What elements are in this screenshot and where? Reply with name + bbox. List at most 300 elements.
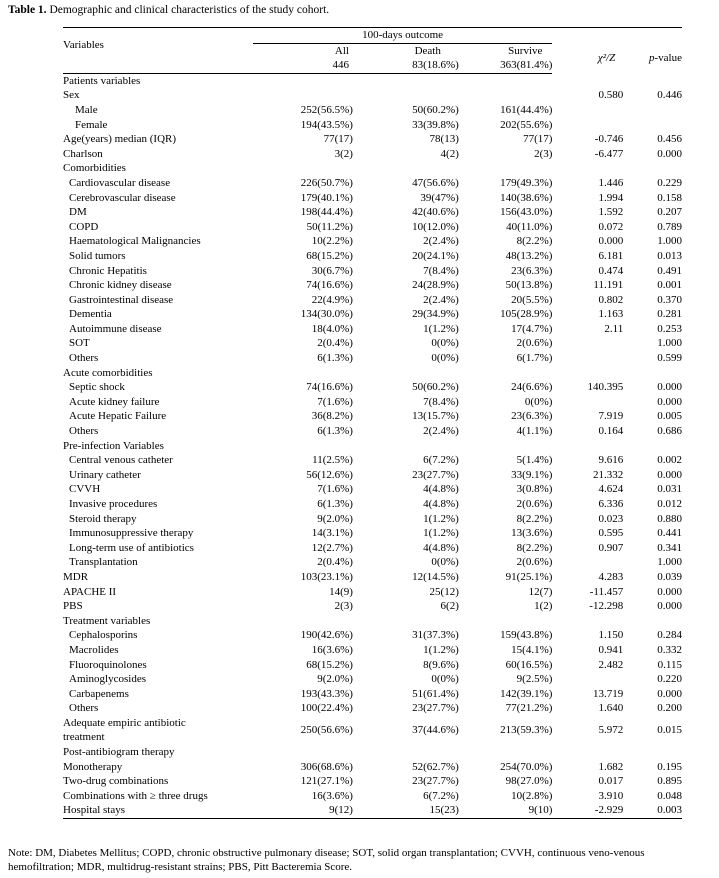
variable-cell: Autoimmune disease bbox=[69, 322, 162, 335]
death-cell: 47(56.6%) bbox=[412, 176, 459, 189]
death-cell: 1(1.2%) bbox=[423, 322, 459, 335]
chi-cell: 0.474 bbox=[598, 264, 624, 277]
table-row bbox=[63, 585, 682, 600]
death-cell: 7(8.4%) bbox=[423, 264, 459, 277]
table-row bbox=[63, 614, 682, 629]
death-cell: 4(4.8%) bbox=[423, 483, 459, 496]
table-row bbox=[63, 628, 682, 643]
all-cell: 7(1.6%) bbox=[317, 395, 353, 408]
survive-cell: 9(10) bbox=[459, 803, 553, 818]
variable-cell: Charlson bbox=[63, 147, 103, 160]
header-variables: Variables bbox=[63, 28, 253, 59]
p-cell: 1.000 bbox=[657, 235, 682, 248]
survive-cell: 105(28.9%) bbox=[500, 308, 553, 321]
table-row bbox=[63, 103, 682, 118]
survive-cell: 50(13.8%) bbox=[505, 279, 553, 292]
survive-cell: 2(0.6%) bbox=[516, 556, 553, 569]
table-row bbox=[63, 570, 682, 585]
p-cell: 0.031 bbox=[657, 483, 682, 496]
all-cell: 190(42.6%) bbox=[300, 629, 353, 642]
table-row bbox=[63, 409, 682, 424]
table-row bbox=[63, 249, 682, 264]
variable-cell: DM bbox=[69, 206, 87, 219]
variable-cell: Cerebrovascular disease bbox=[69, 191, 176, 204]
chi-cell: 0.907 bbox=[598, 541, 624, 554]
table-row bbox=[63, 88, 682, 103]
table-row bbox=[63, 366, 682, 381]
chi-cell: 1.682 bbox=[598, 760, 624, 773]
survive-cell: 3(0.8%) bbox=[516, 483, 553, 496]
variable-cell: Immunosuppressive therapy bbox=[69, 527, 194, 540]
p-cell: 0.446 bbox=[657, 89, 682, 102]
all-cell: 2(3) bbox=[334, 600, 353, 613]
all-cell: 2(0.4%) bbox=[317, 337, 353, 350]
chi-cell: 9.616 bbox=[598, 454, 624, 467]
header-p: p-value bbox=[649, 51, 682, 64]
survive-cell: 23(6.3%) bbox=[511, 410, 553, 423]
variable-cell: APACHE II bbox=[63, 585, 117, 598]
p-cell: 1.000 bbox=[657, 556, 682, 569]
survive-cell: 2(0.6%) bbox=[516, 337, 553, 350]
death-cell: 42(40.6%) bbox=[412, 206, 459, 219]
death-cell: 51(61.4%) bbox=[412, 687, 459, 700]
death-cell: 15(23) bbox=[353, 803, 459, 818]
variable-cell: Two-drug combinations bbox=[63, 775, 169, 788]
table-row bbox=[63, 497, 682, 512]
all-cell: 9(2.0%) bbox=[317, 673, 353, 686]
chi-cell bbox=[552, 439, 623, 454]
survive-cell bbox=[459, 366, 553, 381]
p-cell: 0.000 bbox=[657, 687, 682, 700]
variable-cell: Gastrointestinal disease bbox=[69, 293, 174, 306]
death-cell: 78(13) bbox=[429, 133, 459, 146]
variable-cell: Solid tumors bbox=[69, 249, 126, 262]
chi-cell bbox=[552, 745, 623, 760]
death-cell: 1(1.2%) bbox=[423, 527, 459, 540]
variable-cell: Others bbox=[69, 352, 99, 365]
death-cell: 7(8.4%) bbox=[423, 395, 459, 408]
chi-cell: 140.395 bbox=[587, 381, 624, 394]
survive-cell: 2(0.6%) bbox=[516, 498, 553, 510]
table-row bbox=[63, 526, 682, 541]
survive-cell: 15(4.1%) bbox=[511, 643, 553, 656]
all-cell bbox=[253, 73, 353, 88]
header-row-1 bbox=[63, 28, 682, 44]
p-cell: 0.789 bbox=[657, 220, 682, 233]
variable-cell: Female bbox=[75, 118, 108, 131]
table-row bbox=[63, 351, 682, 366]
death-cell: 50(60.2%) bbox=[412, 381, 459, 394]
table-row bbox=[63, 395, 682, 410]
death-cell bbox=[353, 366, 459, 381]
p-cell: 0.000 bbox=[657, 600, 682, 613]
variable-cell: Cardiovascular disease bbox=[69, 176, 171, 189]
p-cell: 0.341 bbox=[657, 541, 682, 554]
p-cell bbox=[623, 439, 682, 454]
variable-cell: Chronic kidney disease bbox=[69, 279, 172, 292]
survive-cell: 8(2.2%) bbox=[516, 512, 553, 525]
variable-cell: Treatment variables bbox=[63, 614, 151, 627]
header-survive: Survive bbox=[508, 44, 543, 57]
death-cell: 4(4.8%) bbox=[423, 541, 459, 554]
variable-cell: Fluoroquinolones bbox=[69, 658, 147, 671]
p-cell: 0.000 bbox=[657, 381, 682, 394]
all-cell: 252(56.5%) bbox=[300, 103, 353, 116]
p-cell: 0.599 bbox=[657, 352, 682, 365]
variable-cell: Cephalosporins bbox=[69, 629, 138, 642]
table-row bbox=[63, 205, 682, 220]
chi-cell: 1.163 bbox=[598, 308, 624, 321]
chi-cell: 0.164 bbox=[598, 425, 624, 438]
death-cell bbox=[353, 161, 459, 176]
variable-cell: Post-antibiogram therapy bbox=[63, 745, 175, 758]
survive-cell bbox=[459, 73, 553, 88]
death-cell: 0(0%) bbox=[431, 673, 459, 686]
survive-cell: 2(3) bbox=[534, 147, 553, 160]
all-cell: 100(22.4%) bbox=[300, 702, 353, 715]
variable-cell: Acute Hepatic Failure bbox=[69, 410, 167, 423]
table-row bbox=[63, 132, 682, 147]
all-cell: 18(4.0%) bbox=[311, 322, 353, 335]
chi-cell: 0.580 bbox=[598, 89, 624, 102]
p-cell: 0.229 bbox=[657, 176, 682, 189]
table-row bbox=[63, 293, 682, 308]
chi-cell bbox=[552, 672, 623, 687]
death-cell: 23(27.7%) bbox=[412, 468, 459, 481]
variable-cell: Aminoglycosides bbox=[69, 673, 146, 686]
all-cell: 14(9) bbox=[329, 585, 353, 598]
chi-cell bbox=[552, 555, 623, 570]
table-row bbox=[63, 687, 682, 702]
chi-cell: 1.446 bbox=[598, 176, 624, 189]
survive-cell: 23(6.3%) bbox=[511, 264, 553, 277]
death-cell: 12(14.5%) bbox=[412, 570, 459, 583]
table-row bbox=[63, 147, 682, 162]
survive-cell: 1(2) bbox=[534, 600, 553, 613]
table-row bbox=[63, 803, 682, 818]
all-cell: 74(16.6%) bbox=[306, 279, 353, 292]
variable-cell: Chronic Hepatitis bbox=[69, 264, 147, 277]
survive-cell: 33(9.1%) bbox=[511, 468, 553, 481]
all-cell: 7(1.6%) bbox=[317, 483, 353, 496]
header-all-n: 446 bbox=[253, 58, 353, 73]
death-cell: 0(0%) bbox=[431, 337, 459, 350]
p-cell bbox=[623, 103, 682, 118]
table-row bbox=[63, 760, 682, 775]
death-cell: 6(2) bbox=[440, 600, 459, 613]
death-cell: 1(1.2%) bbox=[423, 512, 459, 525]
table-caption bbox=[8, 4, 329, 16]
variable-cell: Acute kidney failure bbox=[69, 395, 160, 408]
survive-cell: 5(1.4%) bbox=[516, 454, 553, 467]
all-cell: 74(16.6%) bbox=[306, 381, 353, 394]
table-row bbox=[63, 220, 682, 235]
all-cell: 250(56.6%) bbox=[300, 724, 353, 737]
chi-cell: 0.072 bbox=[598, 220, 624, 233]
variable-cell: Age(years) median (IQR) bbox=[63, 133, 177, 146]
p-cell: 0.284 bbox=[657, 629, 682, 642]
p-cell: 0.281 bbox=[657, 308, 682, 321]
all-cell: 68(15.2%) bbox=[306, 249, 353, 262]
caption-text: Demographic and clinical characteristics of the study cohort. bbox=[49, 4, 330, 16]
variable-cell: CVVH bbox=[69, 483, 101, 496]
chi-cell: 1.592 bbox=[598, 206, 624, 219]
variable-cell: Steroid therapy bbox=[69, 512, 137, 525]
all-cell: 10(2.2%) bbox=[311, 235, 353, 248]
death-cell: 37(44.6%) bbox=[412, 724, 459, 737]
table-row bbox=[63, 380, 682, 395]
survive-cell: 159(43.8%) bbox=[500, 629, 553, 642]
table-row bbox=[63, 468, 682, 483]
variable-cell: Haematological Malignancies bbox=[69, 235, 201, 248]
death-cell: 2(2.4%) bbox=[423, 425, 459, 438]
survive-cell: 179(49.3%) bbox=[500, 176, 553, 189]
survive-cell: 161(44.4%) bbox=[500, 103, 553, 116]
death-cell: 52(62.7%) bbox=[412, 760, 459, 773]
p-cell: 0.491 bbox=[657, 264, 682, 277]
p-cell: 0.000 bbox=[657, 395, 682, 408]
chi-cell: 2.11 bbox=[604, 322, 624, 335]
all-cell: 121(27.1%) bbox=[300, 775, 353, 788]
survive-cell bbox=[459, 439, 553, 454]
survive-cell: 17(4.7%) bbox=[511, 322, 553, 335]
death-cell: 24(28.9%) bbox=[412, 279, 459, 292]
table-row bbox=[63, 789, 682, 804]
header-outcome: 100-days outcome bbox=[253, 28, 553, 44]
all-cell bbox=[253, 614, 353, 629]
chi-cell: 11.191 bbox=[593, 279, 624, 292]
variable-cell: Pre-infection Variables bbox=[63, 439, 164, 452]
all-cell: 193(43.3%) bbox=[300, 687, 353, 700]
chi-cell bbox=[552, 614, 623, 629]
p-cell: 0.195 bbox=[657, 760, 682, 773]
all-cell: 50(11.2%) bbox=[306, 220, 353, 233]
table-row bbox=[63, 672, 682, 687]
all-cell bbox=[253, 745, 353, 760]
table-row bbox=[63, 541, 682, 556]
p-cell: 0.370 bbox=[657, 293, 682, 306]
p-cell: 0.005 bbox=[657, 410, 682, 423]
p-cell: 0.012 bbox=[657, 498, 682, 510]
all-cell: 134(30.0%) bbox=[300, 308, 353, 321]
variable-cell: Sex bbox=[63, 89, 80, 102]
table-row bbox=[63, 264, 682, 279]
death-cell: 29(34.9%) bbox=[412, 308, 459, 321]
chi-cell: 4.624 bbox=[598, 483, 624, 496]
all-cell: 11(2.5%) bbox=[312, 454, 353, 467]
death-cell: 20(24.1%) bbox=[412, 249, 459, 262]
p-cell: 0.207 bbox=[657, 206, 682, 219]
survive-cell: 20(5.5%) bbox=[511, 293, 553, 306]
death-cell bbox=[353, 88, 459, 103]
header-chi: χ²/Z bbox=[597, 51, 616, 64]
survive-cell: 48(13.2%) bbox=[505, 249, 553, 262]
chi-cell: -0.746 bbox=[594, 133, 624, 146]
chi-cell: 13.719 bbox=[592, 687, 624, 700]
death-cell: 23(27.7%) bbox=[412, 702, 459, 715]
table-row bbox=[63, 482, 682, 497]
p-cell: 0.880 bbox=[657, 512, 682, 525]
all-cell: 16(3.6%) bbox=[311, 643, 353, 656]
all-cell: 2(0.4%) bbox=[317, 556, 353, 569]
p-cell: 0.000 bbox=[657, 147, 682, 160]
death-cell: 50(60.2%) bbox=[412, 103, 459, 116]
p-cell: 0.048 bbox=[657, 789, 682, 802]
all-cell: 22(4.9%) bbox=[311, 293, 353, 306]
p-cell bbox=[623, 118, 682, 133]
survive-cell bbox=[459, 161, 553, 176]
variable-cell: Carbapenems bbox=[69, 687, 129, 700]
p-cell: 0.013 bbox=[657, 249, 682, 262]
header-survive-n: 363(81.4%) bbox=[459, 58, 553, 73]
p-cell: 0.332 bbox=[657, 643, 682, 656]
survive-cell: 202(55.6%) bbox=[500, 118, 553, 131]
variable-cell: COPD bbox=[69, 220, 99, 233]
table-row bbox=[63, 453, 682, 468]
chi-cell: 7.919 bbox=[598, 410, 624, 423]
variable-cell: Combinations with ≥ three drugs bbox=[63, 789, 208, 802]
p-cell: 0.015 bbox=[657, 724, 682, 737]
variable-cell: MDR bbox=[63, 570, 89, 583]
p-cell bbox=[623, 366, 682, 381]
table-row bbox=[63, 161, 682, 176]
table-row bbox=[63, 555, 682, 570]
all-cell: 9(12) bbox=[253, 803, 353, 818]
death-cell: 0(0%) bbox=[431, 556, 459, 569]
death-cell bbox=[353, 614, 459, 629]
chi-cell: 0.000 bbox=[598, 235, 624, 248]
all-cell: 194(43.5%) bbox=[300, 118, 353, 131]
survive-cell bbox=[459, 614, 553, 629]
chi-cell bbox=[552, 73, 623, 88]
death-cell: 23(27.7%) bbox=[412, 775, 459, 788]
p-cell bbox=[623, 614, 682, 629]
cohort-table bbox=[63, 27, 682, 819]
survive-cell bbox=[459, 745, 553, 760]
table-row bbox=[63, 307, 682, 322]
p-cell: 0.253 bbox=[657, 322, 682, 335]
chi-cell: 1.150 bbox=[598, 629, 624, 642]
variable-cell: Central venous catheter bbox=[69, 454, 173, 467]
chi-cell bbox=[552, 336, 623, 351]
all-cell: 36(8.2%) bbox=[311, 410, 353, 423]
chi-cell bbox=[552, 118, 623, 133]
death-cell: 1(1.2%) bbox=[423, 643, 459, 656]
death-cell: 6(7.2%) bbox=[423, 789, 459, 802]
all-cell bbox=[253, 439, 353, 454]
chi-cell: 0.802 bbox=[598, 293, 624, 306]
survive-cell: 12(7) bbox=[528, 585, 553, 598]
all-cell: 3(2) bbox=[334, 147, 353, 160]
all-cell: 9(2.0%) bbox=[317, 512, 353, 525]
survive-cell: 60(16.5%) bbox=[505, 658, 553, 671]
variable-cell: Hospital stays bbox=[63, 803, 253, 818]
p-cell bbox=[623, 161, 682, 176]
chi-cell: -2.929 bbox=[552, 803, 623, 818]
death-cell: 31(37.3%) bbox=[412, 629, 459, 642]
caption-label: Table 1. bbox=[8, 4, 47, 16]
all-cell: 56(12.6%) bbox=[306, 468, 353, 481]
chi-cell: 21.332 bbox=[592, 468, 624, 481]
chi-cell: -12.298 bbox=[589, 600, 624, 613]
header-death-n: 83(18.6%) bbox=[353, 58, 459, 73]
death-cell: 4(2) bbox=[440, 147, 459, 160]
death-cell: 39(47%) bbox=[420, 191, 459, 204]
table-row bbox=[63, 336, 682, 351]
p-cell: 0.001 bbox=[657, 279, 682, 292]
death-cell bbox=[353, 745, 459, 760]
table-row bbox=[63, 73, 682, 88]
death-cell: 10(12.0%) bbox=[412, 220, 459, 233]
variable-cell: Male bbox=[75, 103, 98, 116]
death-cell: 33(39.8%) bbox=[412, 118, 459, 131]
all-cell: 226(50.7%) bbox=[300, 176, 353, 189]
chi-cell bbox=[552, 161, 623, 176]
all-cell: 6(1.3%) bbox=[317, 425, 353, 438]
header-death: Death bbox=[414, 44, 441, 57]
survive-cell: 213(59.3%) bbox=[500, 724, 553, 737]
variable-cell: Macrolides bbox=[69, 643, 119, 656]
survive-cell: 4(1.1%) bbox=[516, 425, 553, 438]
all-cell: 12(2.7%) bbox=[311, 541, 353, 554]
p-cell: 0.000 bbox=[657, 585, 682, 598]
chi-cell: 3.910 bbox=[598, 789, 624, 802]
table-row bbox=[63, 774, 682, 789]
chi-cell: 6.336 bbox=[598, 498, 624, 510]
all-cell: 6(1.3%) bbox=[317, 498, 353, 510]
table-row bbox=[63, 322, 682, 337]
all-cell: 179(40.1%) bbox=[300, 191, 353, 204]
chi-cell: 0.595 bbox=[598, 527, 624, 540]
table-row bbox=[63, 512, 682, 527]
variable-cell: Others bbox=[69, 702, 99, 715]
death-cell: 25(12) bbox=[429, 585, 459, 598]
table-row bbox=[63, 118, 682, 133]
all-cell: 6(1.3%) bbox=[317, 352, 353, 365]
table-row bbox=[63, 745, 682, 760]
p-cell: 0.895 bbox=[657, 775, 682, 788]
p-cell: 0.456 bbox=[657, 133, 682, 146]
all-cell: 14(3.1%) bbox=[311, 527, 353, 540]
chi-cell bbox=[552, 103, 623, 118]
death-cell: 2(2.4%) bbox=[423, 235, 459, 248]
death-cell: 4(4.8%) bbox=[423, 498, 459, 510]
p-cell: 0.002 bbox=[657, 454, 682, 467]
p-cell: 0.000 bbox=[657, 468, 682, 481]
p-cell bbox=[623, 73, 682, 88]
chi-cell bbox=[552, 395, 623, 410]
survive-cell: 8(2.2%) bbox=[516, 541, 553, 554]
variable-cell: Monotherapy bbox=[63, 760, 123, 773]
death-cell: 2(2.4%) bbox=[423, 293, 459, 306]
chi-cell: 2.482 bbox=[598, 658, 624, 671]
table-row bbox=[63, 424, 682, 439]
table-row bbox=[63, 716, 682, 745]
all-cell: 30(6.7%) bbox=[311, 264, 353, 277]
table-row bbox=[63, 599, 682, 614]
all-cell: 16(3.6%) bbox=[311, 789, 353, 802]
variable-cell: Invasive procedures bbox=[69, 498, 158, 510]
p-cell: 0.441 bbox=[657, 527, 682, 540]
chi-cell: 6.181 bbox=[598, 249, 624, 262]
chi-cell: -11.457 bbox=[589, 585, 624, 598]
variable-cell: Long-term use of antibiotics bbox=[69, 541, 194, 554]
p-cell: 0.686 bbox=[657, 425, 682, 438]
variable-cell: Urinary catheter bbox=[69, 468, 141, 481]
survive-cell: 13(3.6%) bbox=[511, 527, 553, 540]
survive-cell: 142(39.1%) bbox=[500, 687, 553, 700]
variable-cell: Patients variables bbox=[63, 74, 141, 87]
